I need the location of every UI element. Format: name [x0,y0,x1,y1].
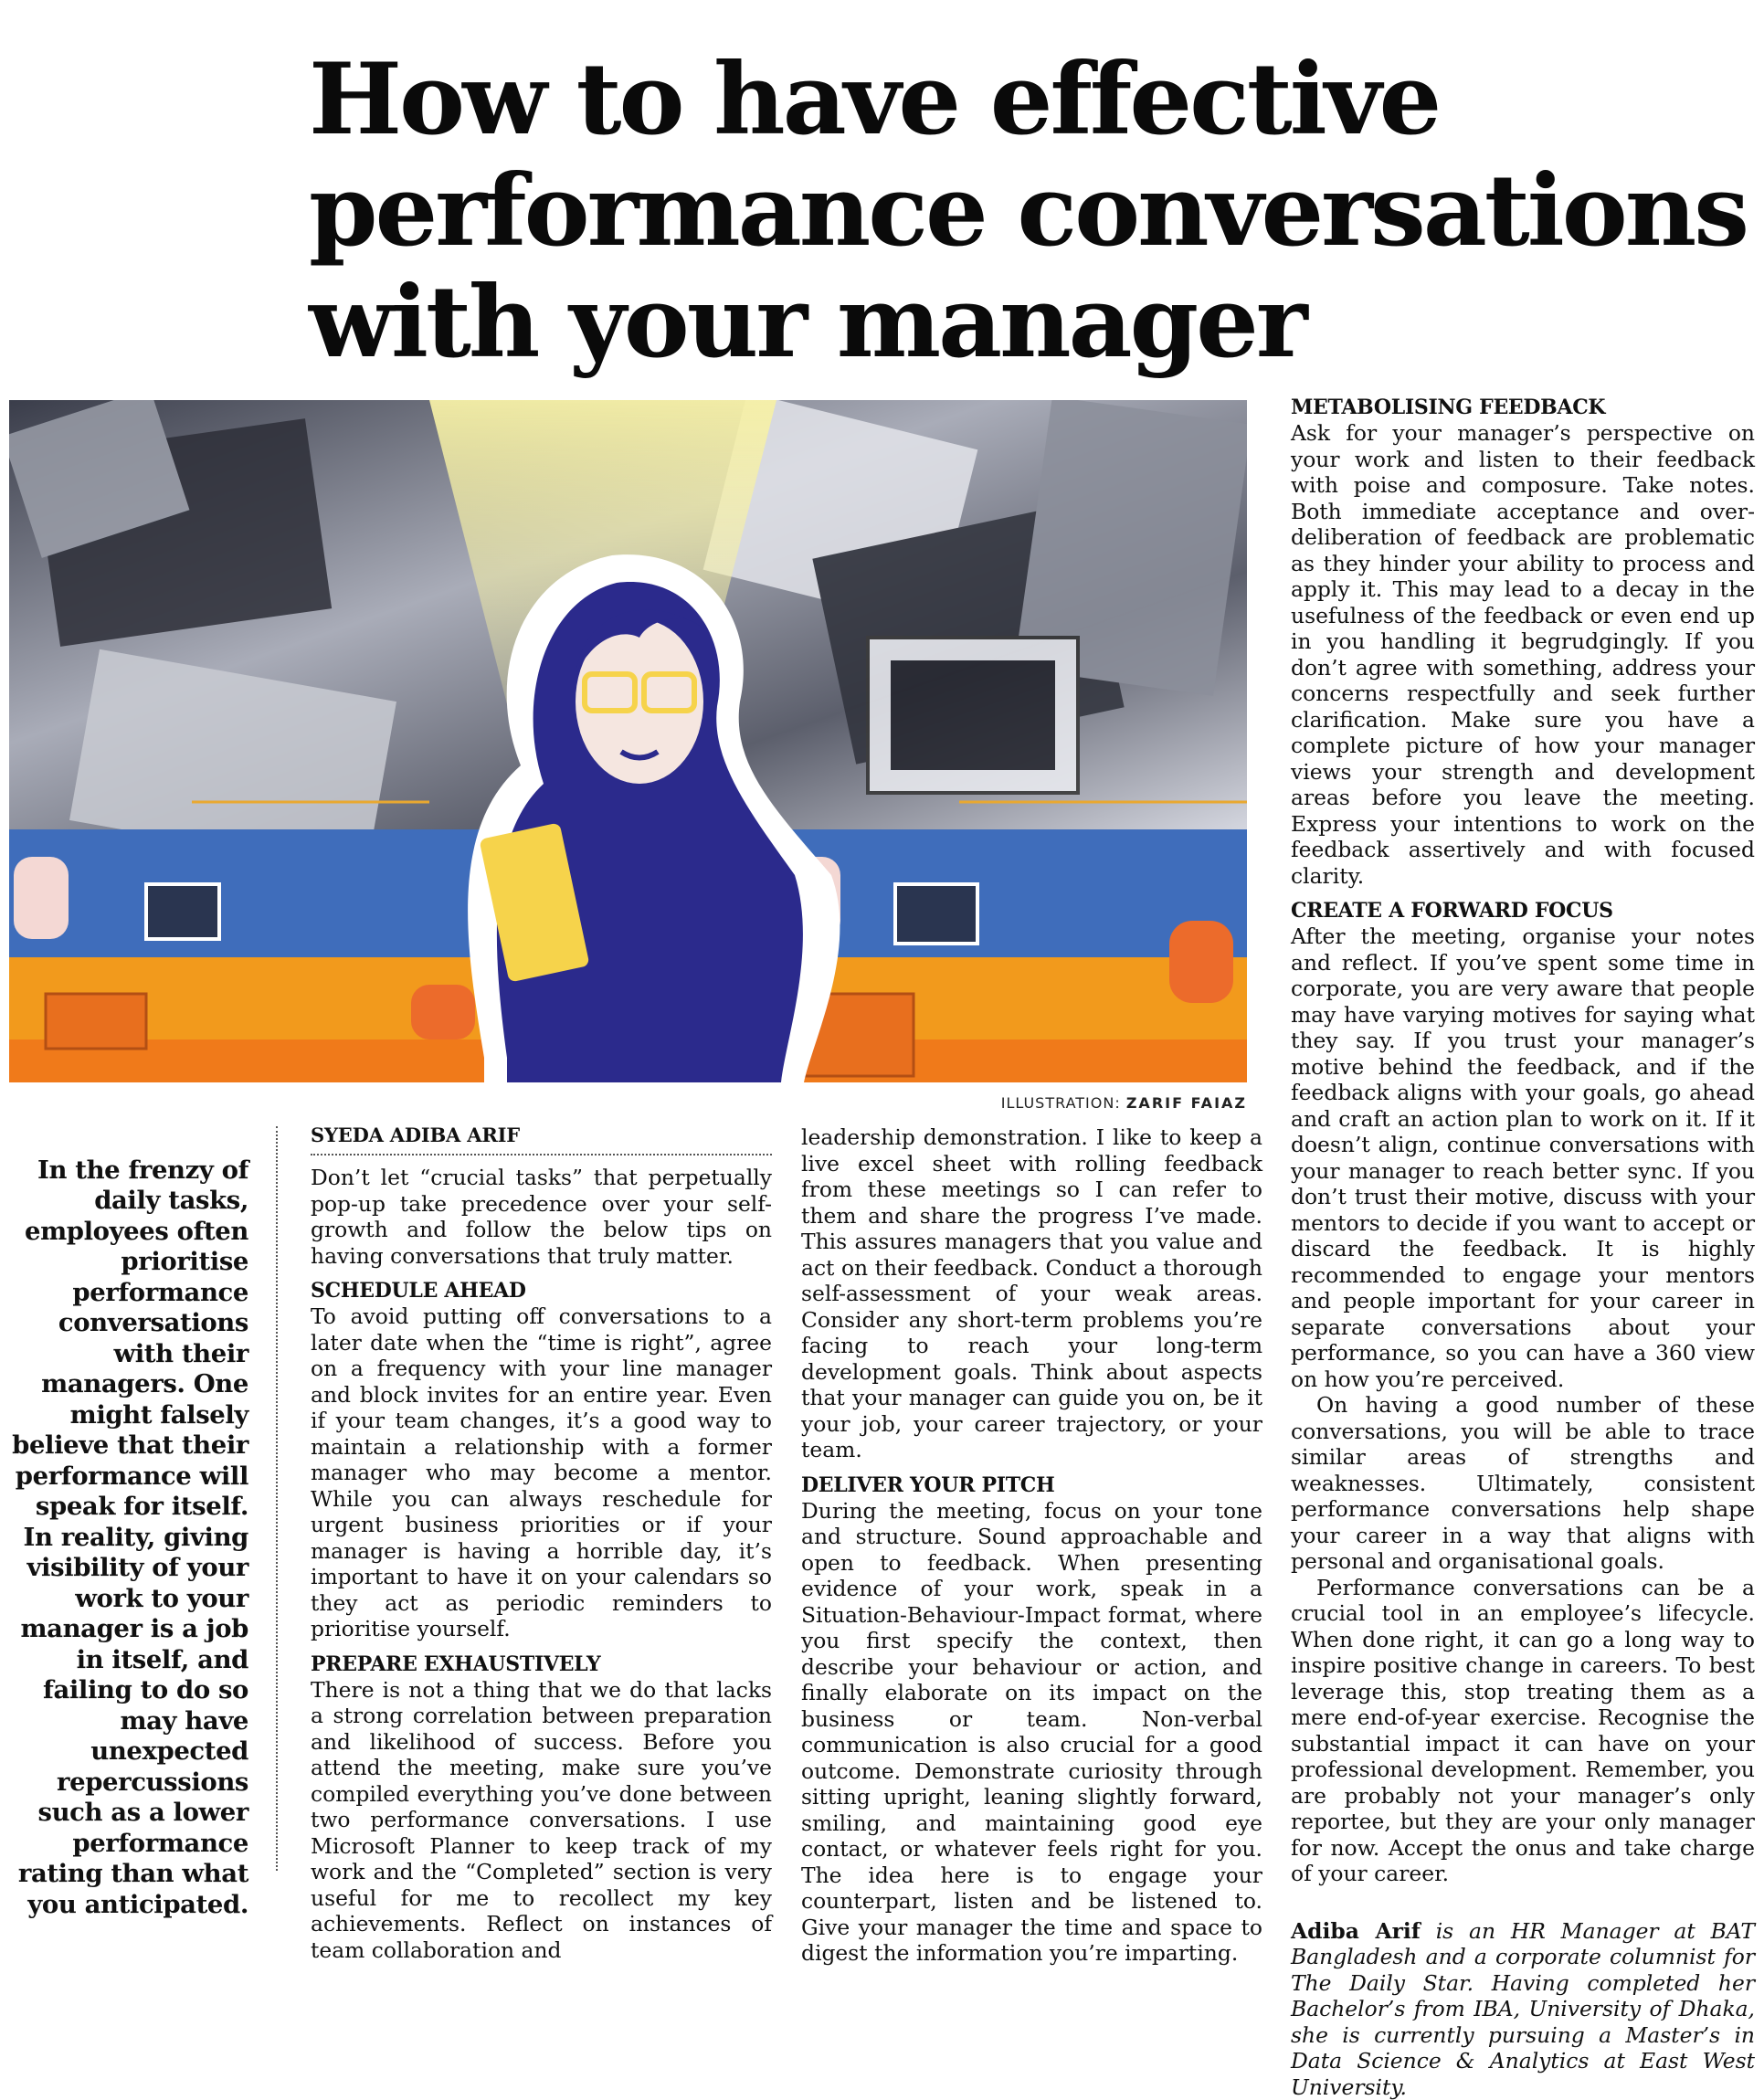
credit-label: ILLUSTRATION: [1001,1094,1121,1112]
column-divider [276,1126,278,1871]
section-body-pitch: During the meeting, focus on your tone and structure. Sound approachable and open to feedback. When presenting evidence of your work, speak in a Situation-Behaviour-Impact format, where you first specify the context, then describe your behaviour or action, and finally elaborate on its impact on the business or team. Non-verbal communication is also crucial for a good outcome. Demonstrate curiosity through sitting upright, leaning slightly forward, smiling, and maintaining good eye contact, or whatever feels right for you. The idea here is to engage your counterpart, listen and be listened to. Give your manager the time and space to digest the information you’re imparting. [801,1498,1262,1967]
section-body-prepare-continued: leadership demonstration. I like to keep a live excel sheet with rolling feedback from these meetings so I can refer to them and share the progress I’ve made. This assures managers that you value and act on their feedback. Conduct a thorough self-assessment of your weak areas. Consider any short-term problems you’re facing to reach your long-term development goals. Think about aspects that your manager can guide you on, be it your job, your career trajectory, or your team. [801,1124,1262,1463]
headline-line-1: How to have effective [309,44,1752,155]
section-body-prepare: There is not a thing that we do that lacks a strong correlation between preparation and likelihood of success. Before you attend the meeting, make sure you’ve compiled everything you’ve done between two performance conversations. I use Microsoft Planner to keep track of my work and the “Completed” section is very useful for me to recollect my key achievements. Reflect on instances of team collaboration and [311,1677,772,1964]
section-body-forward-3: Performance conversations can be a crucial tool in an employee’s lifecycle. When done right, it can go a long way to inspire positive change in careers. To best leverage this, stop treating them as a mere end-of-year exercise. Recognise the substantial impact it can have on your professional development. Remember, you are probably not your manager’s only reportee, but they are your only manager for now. Accept the onus and take charge of your career. [1291,1575,1755,1887]
standfirst: In the frenzy of daily tasks, employees often prioritise performance conversations with their managers. One might falsely believe that their performance will speak for itself. In reality, giving visibility of your work to your manager is a job in itself, and failing to do so may have unexpected repercussions such as a lower performance rating than what you anticipated. [9,1156,248,1921]
byline: SYEDA ADIBA ARIF [311,1124,772,1156]
headline [309,44,1752,378]
column-3 [1291,395,1755,2100]
column-1 [311,1165,772,1963]
headline-line-3: with your manager [309,267,1752,378]
column-2 [801,1124,1262,1967]
section-heading-prepare: PREPARE EXHAUSTIVELY [311,1652,772,1677]
section-heading-forward: CREATE A FORWARD FOCUS [1291,898,1755,923]
section-heading-schedule: SCHEDULE AHEAD [311,1278,772,1303]
section-body-metabolising: Ask for your manager’s perspective on your work and listen to their feedback with poise and composure. Take notes. Both immediate acceptance and over-deliberation of feedback are problematic as they hinder your ability to process and apply it. This may lead to a decay in the usefulness of the feedback or even end up in you handling it begrudgingly. If you don’t agree with something, address your concerns respectfully and seek further clarification. Make sure you have a complete picture of how your manager views your strength and development areas before you leave the meeting. Express your intentions to work on the feedback assertively and with focused clarity. [1291,420,1755,889]
article-illustration [9,400,1247,1082]
section-heading-pitch: DELIVER YOUR PITCH [801,1472,1262,1498]
intro-paragraph: Don’t let “crucial tasks” that perpetually pop-up take precedence over your self-growth and follow the below tips on having conversations that truly matter. [311,1165,772,1269]
author-bio [1291,1918,1755,2100]
author-bio-text: is an HR Manager at BAT Bangladesh and a corporate columnist for The Daily Star. Having completed her Bachelor’s from IBA, University of Dhaka, she is currently pursuing a Master’s in Data Science & Analytics at East West University. [1291,1918,1755,2100]
section-body-forward: After the meeting, organise your notes and reflect. If you’ve spent some time in corporate, you are very aware that people may have varying motives for saying what they say. If you trust your manager’s motive behind the feedback, and if the feedback aligns with your goals, go ahead and craft an action plan to work on it. If it doesn’t align, continue conversations with your manager to reach better sync. If you don’t trust their motive, discuss with your mentors to decide if you want to accept or discard the feedback. It is highly recommended to engage your mentors and people important for your career in separate conversations about your performance, so you can have a 360 view on how you’re perceived. [1291,923,1755,1392]
headline-line-2: performance conversations [309,155,1752,267]
author-bio-name: Adiba Arif [1291,1918,1421,1944]
section-body-forward-2: On having a good number of these conversations, you will be able to trace similar areas of strengths and weaknesses. Ultimately, consistent performance conversations help shape your career in a way that aligns with personal and organisational goals. [1291,1392,1755,1575]
credit-name: ZARIF FAIAZ [1126,1094,1247,1112]
illustration-credit [1001,1094,1247,1112]
section-body-schedule: To avoid putting off conversations to a later date when the “time is right”, agree on a frequency with your line manager and block invites for an entire year. Even if your team changes, it’s a good way to maintain a relationship with a former manager who may become a mentor. While you can always reschedule for urgent business priorities or if your manager is having a horrible day, it’s important to have it on your calendars so they act as periodic reminders to prioritise yourself. [311,1303,772,1642]
section-heading-metabolising: METABOLISING FEEDBACK [1291,395,1755,420]
